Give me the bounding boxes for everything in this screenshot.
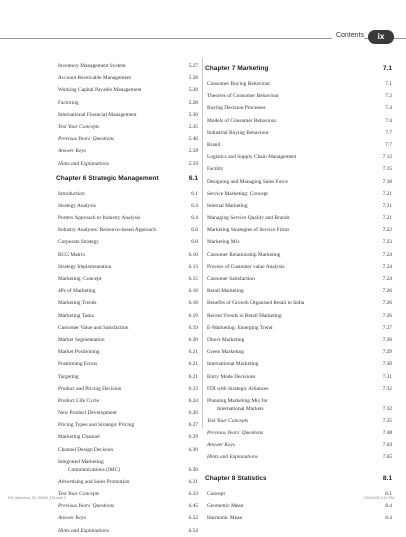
toc-entry-row bbox=[58, 488, 198, 500]
toc-entry-row bbox=[58, 500, 198, 512]
toc-entry-row bbox=[58, 395, 198, 407]
toc-entry-title: Answer Keys bbox=[207, 442, 235, 449]
toc-entry-row bbox=[58, 212, 198, 224]
toc-entry-page-number: 6.18 bbox=[188, 300, 198, 307]
toc-entry-row bbox=[58, 200, 198, 212]
toc-entry-page-number: 6.8 bbox=[191, 239, 198, 246]
toc-entry-title: Marketing Trends bbox=[58, 300, 97, 307]
toc-entry-page-number: 7.21 bbox=[382, 190, 392, 197]
toc-entry-row bbox=[207, 151, 392, 163]
toc-entry-page-number: 7.24 bbox=[382, 251, 392, 258]
toc-entry-row bbox=[58, 84, 198, 96]
toc-entry-row bbox=[207, 297, 392, 309]
toc-entry-title: Facility bbox=[207, 166, 224, 173]
toc-entry-page-number: 5.28 bbox=[188, 87, 198, 94]
toc-entry-row bbox=[207, 90, 392, 102]
toc-entry-title: Consumer Buying Behaviour bbox=[207, 81, 271, 87]
toc-entry-page-number: 7.26 bbox=[382, 300, 392, 307]
toc-entry-row bbox=[58, 261, 198, 273]
contents-left-column bbox=[58, 60, 198, 537]
toc-entry-title: Marketing Strategies of Service Firms bbox=[207, 227, 290, 234]
toc-entry-row bbox=[58, 109, 198, 121]
toc-entry-row bbox=[58, 188, 198, 200]
toc-entry-title: Positioning Errors bbox=[58, 361, 98, 368]
toc-entry-row bbox=[207, 427, 392, 439]
toc-entry-page-number: 7.64 bbox=[382, 442, 392, 449]
toc-entry-page-number: 7.24 bbox=[382, 276, 392, 282]
chapter-title: Chapter 7 Marketing bbox=[205, 65, 269, 72]
toc-entry-page-number: 6.4 bbox=[191, 202, 198, 209]
toc-entry-row bbox=[207, 212, 392, 224]
toc-entry-title: Test Your Concepts bbox=[58, 123, 100, 130]
toc-entry-page-number: 7.2 bbox=[385, 93, 392, 100]
chapter-title: Chapter 6 Strategic Management bbox=[56, 174, 159, 182]
toc-entry-title: Inventory Management System bbox=[58, 63, 126, 69]
toc-entry-title: Test Your Concepts bbox=[58, 491, 100, 497]
toc-entry-title: Porters Approach to Industry Analysis bbox=[58, 215, 141, 222]
toc-entry-row bbox=[58, 60, 198, 72]
toc-entry-page-number: 7.32 bbox=[382, 405, 392, 412]
toc-entry-title: Answer Keys bbox=[58, 148, 86, 155]
toc-entry-title: Industrial Buying Behaviour bbox=[207, 129, 269, 136]
toc-entry-page-number: 6.27 bbox=[188, 422, 198, 429]
toc-entry-page-number: 5.35 bbox=[188, 123, 198, 130]
toc-entry-title-line1: Planning Marketing Mix for bbox=[207, 397, 268, 404]
toc-entry-page-number: 6.23 bbox=[188, 385, 198, 392]
toc-entry-row bbox=[58, 419, 198, 431]
toc-entry-row bbox=[207, 127, 392, 139]
toc-entry-row bbox=[58, 121, 198, 133]
toc-entry-page-number: 7.12 bbox=[382, 154, 392, 161]
toc-entry-row bbox=[58, 158, 198, 170]
toc-entry-title: Buying Decision Processes bbox=[207, 105, 266, 112]
toc-entry-page-number: 6.21 bbox=[188, 373, 198, 380]
toc-entry-title: International Financial Management bbox=[58, 111, 137, 118]
toc-entry-page-number: 7.1 bbox=[385, 81, 392, 87]
chapter-title: Chapter 8 Statistics bbox=[205, 474, 267, 482]
toc-entry-row bbox=[207, 176, 392, 188]
footer-file-label: FM_Mokshun_00_00000_FM.indd 9 bbox=[8, 496, 66, 500]
toc-entry-page-number: 7.28 bbox=[382, 336, 392, 343]
toc-entry-page-number: 7.15 bbox=[382, 166, 392, 173]
toc-entry-title: Hints and Explanations bbox=[58, 160, 109, 167]
toc-entry-title: Geometric Mean bbox=[207, 502, 244, 509]
chapter-heading-row bbox=[207, 470, 392, 488]
toc-entry-page-number: 6.15 bbox=[188, 276, 198, 282]
toc-entry-row bbox=[58, 444, 198, 456]
toc-entry-page-number: 5.46 bbox=[188, 136, 198, 143]
toc-entry-title: Strategy Implementation bbox=[58, 263, 112, 270]
toc-entry-title bbox=[207, 397, 268, 413]
toc-entry-title: Marketing Mix bbox=[207, 239, 240, 246]
toc-entry-title: Customer Value and Satisfaction bbox=[58, 324, 129, 331]
toc-entry-page-number: 8.1 bbox=[385, 490, 392, 497]
toc-entry-title: Strategy Analysis bbox=[58, 202, 96, 209]
toc-entry-page-number: 7.18 bbox=[382, 178, 392, 185]
toc-entry-page-number: 7.4 bbox=[385, 117, 392, 124]
toc-entry-page-number: 6.13 bbox=[188, 263, 198, 270]
footer-timestamp: 7/24/2020 4:14 PM bbox=[363, 496, 394, 500]
toc-entry-row bbox=[58, 407, 198, 419]
header-title: Contents bbox=[332, 32, 364, 39]
toc-entry-page-number: 5.30 bbox=[188, 111, 198, 118]
toc-entry-row bbox=[207, 322, 392, 334]
toc-entry-title: Introduction bbox=[58, 190, 85, 197]
toc-entry-page-number: 7.23 bbox=[382, 239, 392, 246]
chapter-page-number: 7.1 bbox=[382, 65, 392, 72]
toc-entry-row bbox=[207, 451, 392, 463]
toc-entry-row bbox=[207, 200, 392, 212]
toc-entry-row bbox=[58, 145, 198, 157]
toc-entry-title: Pricing Types and Strategic Pricing bbox=[58, 422, 135, 429]
toc-entry-page-number: 7.26 bbox=[382, 312, 392, 319]
toc-entry-title: Market Positioning bbox=[58, 349, 100, 356]
toc-entry-page-number: 6.19 bbox=[188, 312, 198, 319]
toc-entry-page-number: 7.29 bbox=[382, 349, 392, 356]
running-header bbox=[0, 30, 406, 46]
toc-entry-row bbox=[58, 224, 198, 236]
toc-entry-row bbox=[58, 334, 198, 346]
toc-entry-row bbox=[207, 415, 392, 427]
toc-entry-page-number: 7.65 bbox=[382, 454, 392, 461]
toc-entry-row bbox=[207, 102, 392, 114]
toc-entry-row bbox=[58, 97, 198, 109]
toc-entry-page-number: 8.4 bbox=[385, 502, 392, 509]
toc-entry-page-number: 5.28 bbox=[188, 75, 198, 82]
toc-entry-page-number: 7.32 bbox=[382, 385, 392, 392]
toc-entry-page-number: 5.27 bbox=[188, 63, 198, 69]
toc-entry-page-number: 6.19 bbox=[188, 324, 198, 331]
toc-entry-row bbox=[58, 383, 198, 395]
toc-entry-page-number: 6.4 bbox=[191, 215, 198, 222]
toc-entry-title: Factoring bbox=[58, 99, 79, 106]
chapter-page-number: 6.1 bbox=[188, 174, 198, 182]
toc-entry-page-number: 5.59 bbox=[188, 160, 198, 167]
toc-entry-page-number: 6.1 bbox=[191, 190, 198, 197]
toc-entry-title: Direct Marketing bbox=[207, 336, 245, 343]
toc-entry-title: BCG Matrix bbox=[58, 251, 86, 258]
toc-entry-row bbox=[58, 297, 198, 309]
toc-entry-row bbox=[58, 525, 198, 537]
toc-entry-page-number: 7.22 bbox=[382, 227, 392, 234]
toc-entry-page-number: 7.31 bbox=[382, 373, 392, 380]
toc-entry-row bbox=[58, 249, 198, 261]
toc-entry-row bbox=[58, 346, 198, 358]
toc-entry-page-number: 7.21 bbox=[382, 202, 392, 209]
toc-entry-title: Designing and Managing Sales Force bbox=[207, 178, 288, 185]
toc-entry-title: Previous Years' Questions bbox=[58, 503, 115, 510]
toc-entry-page-number: 8.4 bbox=[385, 515, 392, 521]
toc-entry-page-number: 7.35 bbox=[382, 417, 392, 424]
toc-entry-page-number: 6.26 bbox=[188, 410, 198, 417]
toc-entry-title: Service Marketing: Concept bbox=[207, 190, 268, 197]
toc-entry-row bbox=[58, 456, 198, 476]
toc-entry-row bbox=[58, 431, 198, 443]
toc-entry-title: Theories of Consumer Behaviour bbox=[207, 93, 280, 100]
toc-entry-row bbox=[207, 371, 392, 383]
toc-entry-title-line1: Integrated Marketing bbox=[58, 458, 104, 465]
toc-entry-page-number: 6.10 bbox=[188, 251, 198, 258]
toc-entry-page-number: 7.24 bbox=[382, 263, 392, 270]
toc-entry-page-number: 5.28 bbox=[188, 99, 198, 106]
toc-entry-row bbox=[207, 500, 392, 512]
toc-entry-title: New Product Development bbox=[58, 410, 117, 417]
toc-entry-title: Industry Analyses: Resource-based Approach bbox=[58, 227, 157, 234]
toc-entry-row bbox=[207, 224, 392, 236]
toc-entry-row bbox=[207, 310, 392, 322]
toc-entry-page-number: 7.21 bbox=[382, 215, 392, 222]
toc-entry-title-line2: International Markets bbox=[217, 405, 264, 412]
toc-entry-title: Brand bbox=[207, 141, 221, 148]
toc-entry-title: Concept bbox=[207, 490, 225, 497]
toc-entry-row bbox=[207, 249, 392, 261]
toc-entry-title: E-Marketing: Emerging Trend bbox=[207, 324, 273, 331]
toc-entry-row bbox=[58, 371, 198, 383]
toc-entry-row bbox=[207, 236, 392, 248]
toc-entry-page-number: 5.58 bbox=[188, 148, 198, 155]
toc-entry-page-number: 7.4 bbox=[385, 105, 392, 112]
toc-entry-title: Hints and Explanations bbox=[207, 454, 258, 461]
toc-entry-title-line2: Communications (IMC) bbox=[68, 466, 120, 473]
toc-entry-title: Answer Keys bbox=[58, 515, 86, 522]
toc-entry-title: Marketing Tasks bbox=[58, 312, 94, 319]
toc-entry-title: Advertising and Sales Promotion bbox=[58, 478, 130, 485]
toc-entry-title: Harmonic Mean bbox=[207, 515, 243, 521]
toc-entry-title: International Marketing bbox=[207, 361, 259, 368]
toc-entry-row bbox=[207, 383, 392, 395]
chapter-heading-row bbox=[207, 60, 392, 78]
toc-entry-page-number: 7.48 bbox=[382, 430, 392, 437]
toc-entry-title: Product and Pricing Decision bbox=[58, 385, 122, 392]
toc-entry-row bbox=[58, 236, 198, 248]
toc-entry-title: Models of Consumer Behaviour bbox=[207, 117, 277, 124]
toc-entry-title: Benefits of Growth Organised Retail to India bbox=[207, 300, 305, 307]
toc-entry-page-number: 7.27 bbox=[382, 324, 392, 331]
toc-entry-row bbox=[58, 72, 198, 84]
toc-entry-page-number: 6.31 bbox=[188, 478, 198, 485]
toc-entry-row bbox=[58, 476, 198, 488]
toc-entry-page-number: 7.7 bbox=[385, 141, 392, 148]
toc-entry-row bbox=[207, 285, 392, 297]
toc-entry-row bbox=[207, 163, 392, 175]
toc-entry-page-number: 6.33 bbox=[188, 491, 198, 497]
toc-entry-row bbox=[207, 139, 392, 151]
toc-entry-row bbox=[207, 188, 392, 200]
toc-entry-row bbox=[207, 439, 392, 451]
toc-entry-row bbox=[58, 322, 198, 334]
toc-entry-page-number: 6.18 bbox=[188, 288, 198, 295]
toc-entry-title: 4Ps of Marketing bbox=[58, 288, 96, 295]
toc-entry-page-number: 7.30 bbox=[382, 361, 392, 368]
toc-entry-title: Entry Mode Decisions bbox=[207, 373, 256, 380]
contents-right-column bbox=[207, 60, 392, 524]
toc-entry-page-number: 6.45 bbox=[188, 503, 198, 510]
toc-entry-title: Logistics and Supply Chain Management bbox=[207, 154, 297, 161]
toc-entry-title: Marketing Channel bbox=[58, 434, 100, 441]
toc-entry-title: Channel Design Decision bbox=[58, 446, 114, 453]
toc-entry-row bbox=[58, 133, 198, 145]
toc-entry-title: Process of Customer value Analysis bbox=[207, 263, 285, 270]
toc-entry-row bbox=[207, 395, 392, 415]
toc-entry-page-number: 6.30 bbox=[188, 466, 198, 473]
toc-entry-title: Retail Marketing bbox=[207, 288, 244, 295]
toc-entry-row bbox=[207, 115, 392, 127]
toc-entry-row bbox=[207, 78, 392, 90]
toc-entry-title: Product Life Cycle bbox=[58, 397, 100, 404]
toc-entry-title: FDI with Strategic Alliances bbox=[207, 385, 269, 392]
toc-entry-row bbox=[207, 334, 392, 346]
toc-entry-title: Internal Marketing bbox=[207, 202, 248, 209]
toc-entry-row bbox=[58, 358, 198, 370]
toc-entry-page-number: 6.24 bbox=[188, 397, 198, 404]
toc-entry-title: Customer Relationship Marketing bbox=[207, 251, 281, 258]
toc-entry-title: Recent Trends in Retail Marketing bbox=[207, 312, 282, 319]
toc-entry-page-number: 6.29 bbox=[188, 434, 198, 441]
toc-entry-row bbox=[207, 346, 392, 358]
toc-entry-page-number: 6.54 bbox=[188, 527, 198, 534]
toc-entry-page-number: 7.7 bbox=[385, 129, 392, 136]
toc-entry-row bbox=[207, 358, 392, 370]
toc-entry-page-number: 6.53 bbox=[188, 515, 198, 522]
toc-entry-row bbox=[58, 310, 198, 322]
toc-entry-title: Previous Years' Questions bbox=[207, 430, 264, 437]
toc-entry-title: Marketing: Concept bbox=[58, 276, 102, 282]
toc-entry-row bbox=[207, 512, 392, 524]
toc-entry-row bbox=[207, 261, 392, 273]
toc-entry-title bbox=[58, 458, 120, 474]
toc-entry-title: Previous Years' Questions bbox=[58, 136, 115, 143]
toc-entry-title: Account Receivable Management bbox=[58, 75, 132, 82]
toc-entry-row bbox=[58, 273, 198, 285]
toc-entry-title: Green Marketing bbox=[207, 349, 244, 356]
toc-entry-title: Customer Satisfaction bbox=[207, 276, 255, 282]
toc-entry-page-number: 6.30 bbox=[188, 446, 198, 453]
toc-entry-title: Test Your Concepts bbox=[207, 417, 249, 424]
toc-entry-row bbox=[207, 273, 392, 285]
toc-entry-page-number: 7.26 bbox=[382, 288, 392, 295]
toc-entry-title: Working Capital Payable Management bbox=[58, 87, 142, 94]
toc-entry-row bbox=[58, 285, 198, 297]
toc-entry-title: Targeting bbox=[58, 373, 79, 380]
toc-entry-page-number: 6.20 bbox=[188, 336, 198, 343]
toc-entry-page-number: 6.21 bbox=[188, 361, 198, 368]
chapter-heading-row bbox=[58, 170, 198, 188]
toc-entry-title: Managing Service Quality and Brands bbox=[207, 215, 290, 222]
column-divider bbox=[202, 58, 203, 428]
toc-entry-title: Hints and Explanations bbox=[58, 527, 109, 534]
page-number-badge: ix bbox=[368, 30, 394, 44]
toc-entry-title: Corporate Strategy bbox=[58, 239, 99, 246]
toc-entry-row bbox=[58, 512, 198, 524]
chapter-page-number: 8.1 bbox=[382, 474, 392, 482]
toc-entry-title: Market Segmentation bbox=[58, 336, 105, 343]
toc-entry-page-number: 6.6 bbox=[191, 227, 198, 234]
toc-entry-page-number: 6.21 bbox=[188, 349, 198, 356]
